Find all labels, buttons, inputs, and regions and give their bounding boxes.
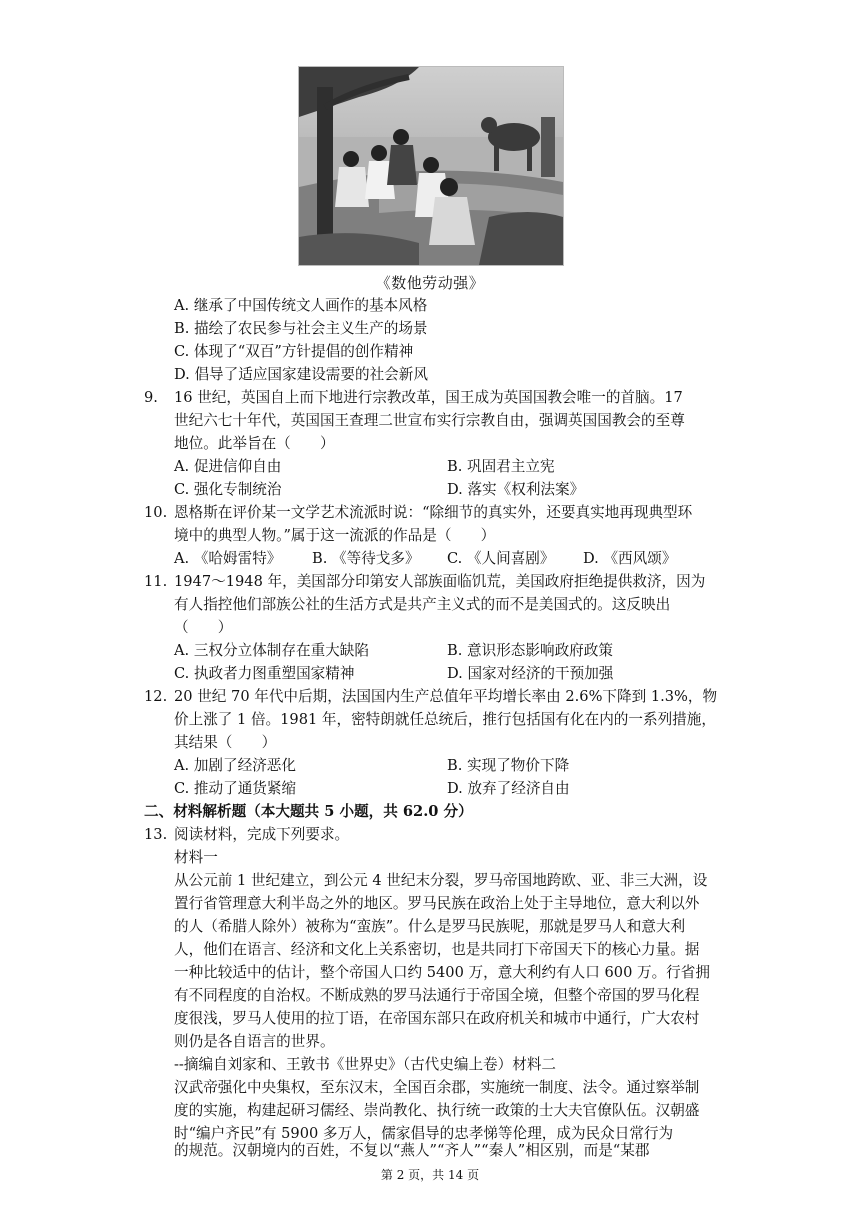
- q10-stem-line-1: 恩格斯在评价某一文学艺术流派时说：“除细节的真实外，还要真实地再现典型环: [174, 504, 693, 521]
- q8-option-b: B. 描绘了农民参与社会主义生产的场景: [174, 320, 428, 337]
- q10-option-b: B. 《等待戈多》: [312, 550, 420, 567]
- q9-stem-line-2: 世纪六七十年代，英国国王查理二世宣布实行宗教自由，强调英国国教会的至尊: [174, 412, 685, 429]
- q13-line-7: 一种比较适中的估计，整个帝国人口约 5400 万，意大利约有人口 600 万。行省拥: [174, 964, 710, 981]
- q11-number: 11.: [144, 573, 168, 590]
- q12-option-b: B. 实现了物价下降: [447, 757, 570, 774]
- q13-line-5: 的人（希腊人除外）被称为“蛮族”。什么是罗马民族呢，那就是罗马人和意大利: [174, 918, 686, 935]
- q12-stem-line-3: 其结果（ ）: [174, 734, 277, 751]
- q13-line-14: 时“编户齐民”有 5900 多万人，儒家倡导的忠孝悌等伦理，成为民众日常行为: [174, 1125, 674, 1142]
- q13-line-9: 度很浅，罗马人使用的拉丁语，在帝国东部只在政府机关和城市中通行，广大农村: [174, 1010, 700, 1027]
- q9-option-d: D. 落实《权利法案》: [447, 481, 585, 498]
- q11-stem-line-3: （ ）: [174, 619, 233, 636]
- q11-stem-line-2: 有人指控他们部族公社的生活方式是共产主义式的而不是美国式的。这反映出: [174, 596, 671, 613]
- q8-option-a: A. 继承了中国传统文人画作的基本风格: [174, 297, 428, 314]
- q13-line-3: 从公元前 1 世纪建立，到公元 4 世纪末分裂，罗马帝国地跨欧、亚、非三大洲，设: [174, 872, 708, 889]
- page-footer: 第 2 页，共 14 页: [380, 1168, 480, 1182]
- q9-stem-line-3: 地位。此举旨在（ ）: [174, 435, 335, 452]
- q13-line-15: 的规范。汉朝境内的百姓，不复以“燕人”“齐人”“秦人”相区别，而是“某郡: [174, 1142, 650, 1159]
- q8-option-d: D. 倡导了适应国家建设需要的社会新风: [174, 366, 428, 383]
- q11-option-b: B. 意识形态影响政府政策: [447, 642, 613, 659]
- q13-line-1: 阅读材料，完成下列要求。: [174, 826, 350, 843]
- figure-caption: 《数他劳动强》: [375, 274, 485, 292]
- q9-option-c: C. 强化专制统治: [174, 481, 282, 498]
- q11-option-a: A. 三权分立体制存在重大缺陷: [174, 642, 369, 659]
- q10-option-a: A. 《哈姆雷特》: [174, 550, 282, 567]
- q13-line-11: --摘编自刘家和、王敦书《世界史》（古代史编上卷）材料二: [174, 1056, 557, 1073]
- q9-stem-line-1: 16 世纪，英国自上而下地进行宗教改革，国王成为英国国教会唯一的首脑。17: [174, 389, 683, 406]
- q12-option-c: C. 推动了通货紧缩: [174, 780, 297, 797]
- q13-line-4: 置行省管理意大利半岛之外的地区。罗马民族在政治上处于主导地位，意大利以外: [174, 895, 700, 912]
- q12-stem-line-2: 价上涨了 1 倍。1981 年，密特朗就任总统后，推行包括国有化在内的一系列措施，: [174, 711, 716, 728]
- q12-option-a: A. 加剧了经济恶化: [174, 757, 296, 774]
- q13-line-2: 材料一: [174, 849, 218, 866]
- q13-number: 13.: [144, 826, 168, 843]
- q8-option-c: C. 体现了“双百”方针提倡的创作精神: [174, 343, 414, 360]
- q13-line-8: 有不同程度的自治权。不断成熟的罗马法通行于帝国全境，但整个帝国的罗马化程: [174, 987, 700, 1004]
- q9-number: 9.: [144, 389, 158, 406]
- q10-option-c: C. 《人间喜剧》: [447, 550, 555, 567]
- q12-stem-line-1: 20 世纪 70 年代中后期，法国国内生产总值年平均增长率由 2.6%下降到 1.3%，物: [174, 688, 718, 705]
- q12-option-d: D. 放弃了经济自由: [447, 780, 570, 797]
- q10-number: 10.: [144, 504, 168, 521]
- q13-line-12: 汉武帝强化中央集权，至东汉末，全国百余郡，实施统一制度、法令。通过察举制: [174, 1079, 700, 1096]
- q10-option-d: D. 《西风颂》: [583, 550, 677, 567]
- q13-line-6: 人，他们在语言、经济和文化上关系密切，也是共同打下帝国天下的核心力量。据: [174, 941, 700, 958]
- q11-option-d: D. 国家对经济的干预加强: [447, 665, 614, 682]
- section-heading: 二、材料解析题（本大题共 5 小题，共 62.0 分）: [144, 803, 473, 820]
- painting-illustration: [299, 67, 563, 265]
- q11-option-c: C. 执政者力图重塑国家精神: [174, 665, 355, 682]
- painting-image: [298, 66, 564, 266]
- q13-line-10: 则仍是各自语言的世界。: [174, 1033, 335, 1050]
- q12-number: 12.: [144, 688, 168, 705]
- q11-stem-line-1: 1947～1948 年，美国部分印第安人部族面临饥荒，美国政府拒绝提供救济，因为: [174, 573, 706, 590]
- q9-option-b: B. 巩固君主立宪: [447, 458, 555, 475]
- q10-stem-line-2: 境中的典型人物。”属于这一流派的作品是（ ）: [174, 527, 496, 544]
- q9-option-a: A. 促进信仰自由: [174, 458, 282, 475]
- q13-line-13: 度的实施，构建起研习儒经、崇尚教化、执行统一政策的士大夫官僚队伍。汉朝盛: [174, 1102, 700, 1119]
